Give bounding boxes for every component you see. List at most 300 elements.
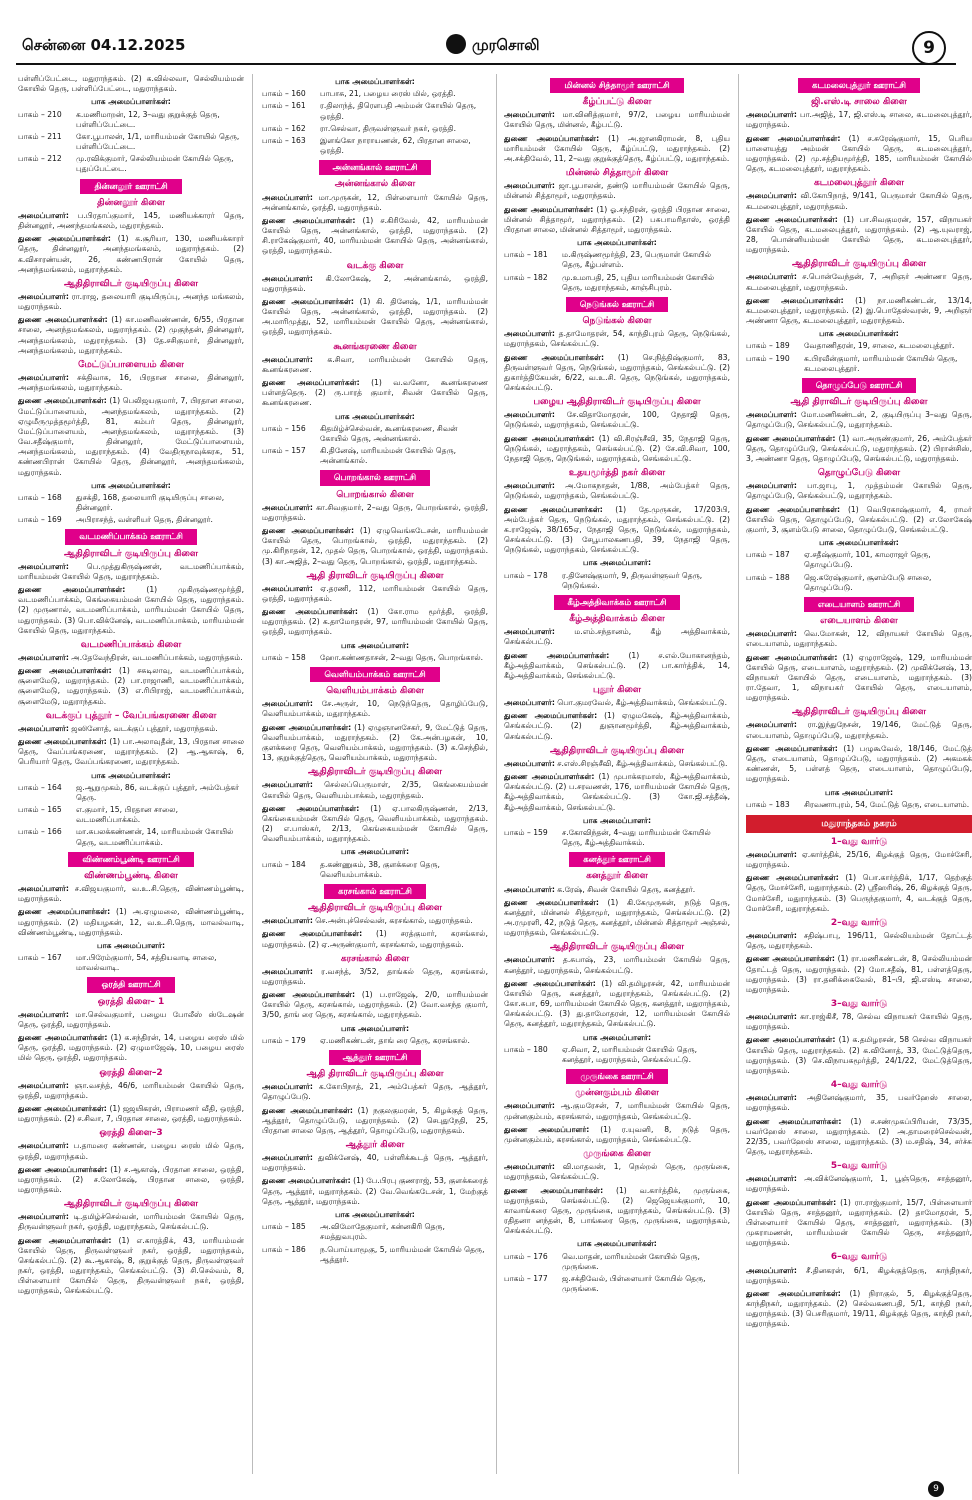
- officer-entry: [18, 737, 244, 768]
- officer-entry: [746, 1198, 972, 1249]
- officer-role-label: துணை அமைப்பாளர்கள்:: [262, 296, 354, 306]
- panchayat-heading: விண்ணம்பூண்டி ஊராட்சி: [68, 852, 193, 867]
- column-divider: [252, 74, 253, 1474]
- branch-heading: மேட்டுப்பாளையம் கிளை: [78, 359, 184, 370]
- officer-entry: [746, 215, 972, 256]
- officer-entry: [262, 274, 488, 294]
- officer-entry: [504, 1186, 730, 1237]
- booth-heading: பாக அமைப்பாளர்கள்:: [335, 411, 415, 421]
- officer-details: சே.விதாமோதரன், 100, நேதாஜி தெரு, நெடுங்கல், மதுராந்தகம், செங்கல்பட்டு.: [504, 410, 730, 430]
- booth-details: ம.கிருஷ்ணமூர்த்தி, 23, பெருமாள் கோயில் தெரு, கீழ்பள்ளம்.: [562, 250, 712, 270]
- officer-entry: [18, 1033, 244, 1064]
- booth-row: [262, 89, 488, 99]
- officer-details: (1) பா.சிவகுமரன், 157, விநாயகர் கோயில் தெரு, கடமலைபுத்தூர், மதுராந்தகம். (2) ஆ.யுவராஜ், 28, பொன்னியம்மன் கோயில் தெரு, கடமலைபுத்தூர், மதுராந்தகம்.: [746, 214, 972, 255]
- branch-heading: தொழுப்பேடு கிளை: [817, 468, 901, 479]
- officer-details: அ.மோகநாதன், 1/88, அம்பேத்கர் தெரு, நெடுங்கல், மதுராந்தகம், செங்கல்பட்டு.: [504, 481, 730, 501]
- officer-details: பா.ஜாபு, 1, முத்தம்மன் கோயில் தெரு, தொழுப்பேடு, செங்கல்பட்டு, மதுராந்தகம்.: [746, 481, 972, 501]
- officer-entry: [18, 1141, 244, 1161]
- booth-number: பாகம் – 158: [262, 652, 306, 662]
- officer-details: மா.வினித்குமார், 97/2, பழைய மாரியம்மன் கோயில் தெரு, மின்னல், கீழ்பட்டு.: [504, 110, 730, 130]
- booth-number: பாகம் – 210: [18, 109, 62, 119]
- officer-role-label: துணை அமைப்பாளர்கள்:: [18, 1235, 112, 1245]
- masthead: [0, 0, 972, 66]
- officer-entry: [504, 181, 730, 201]
- officer-details: பெ.முத்துகிருஷ்ணன், வடமணிப்பாக்கம், மாரியம்மன் கோயில் தெரு, மதுராந்தகம்.: [18, 561, 244, 581]
- booth-details: ஏ.சிவா, 2, மாரியம்மன் கோயில் தெரு, கனத்தூர், மதுராந்தகம், செங்கல்பட்டு.: [562, 1044, 698, 1064]
- officer-entry: [262, 503, 488, 523]
- booth-heading: பாக அமைப்பாளர்கள்:: [91, 97, 171, 107]
- officer-role-label: துணை அமைப்பாளர்கள்:: [746, 1197, 837, 1207]
- officer-role-label: துணை அமைப்பாளர்கள்:: [18, 737, 107, 747]
- branch-heading: 3–வது வார்டு: [830, 999, 888, 1010]
- booth-row: [262, 424, 488, 444]
- officer-details: (1) ச.சுரேஷ்குமார், 15, பெரிய பாளையத்து அம்மன் கோயில் தெரு, கடமலைபுத்தூர், மதுராந்தகம். (2) மு.சத்தியமூர்த்தி, 185, மாரியம்மன் கோயில் தெரு, கடமலைபுத்தூர், மதுராந்தகம்.: [746, 133, 972, 174]
- branch-heading: கீழ்அத்திவாக்கம் கிளை: [569, 614, 665, 625]
- officer-role-label: அமைப்பாளர்:: [504, 410, 555, 420]
- officer-role-label: அமைப்பாளர்:: [504, 181, 555, 191]
- officer-entry: [746, 954, 972, 995]
- booth-heading: பாக அமைப்பாளர்கள்:: [91, 480, 171, 490]
- booth-number: பாகம் – 161: [262, 101, 306, 111]
- branch-heading: 4–வது வார்டு: [830, 1080, 888, 1091]
- booth-details: க.பிரவீன்குமார், மாரியம்மன் கோயில் தெரு, கடமலைபுத்தூர்.: [804, 353, 958, 373]
- booth-row: [262, 1245, 488, 1265]
- officer-details: (1) கா.மணிவண்ணன், 6/55, பிரதான சாலை, அனந்தமங்கலம், மதுராந்தகம். (2) முகுந்தன், தின்னலூர், அனந்தமங்கலம், மதுராந்தகம். (3) தே.சசிகுமார், தின்னலூர், அனந்தமங்கலம், மதுராந்தகம்.: [18, 315, 244, 355]
- booth-details: ச.கோவிந்தன், 4–வது மாரியம்மன் கோயில் தெரு, கீழ்அத்திவாக்கம்.: [562, 827, 711, 848]
- booth-row: [504, 1252, 730, 1272]
- officer-details: (1) ச.எல்.யோகானந்தம், கீழ்அத்திவாக்கம், செங்கல்பட்டு. (2) பா.கார்த்திக், 14, கீழ்அத்திவாக்கம், செங்கல்பட்டு.: [504, 650, 730, 680]
- branch-heading: ஆதிதிராவிடர் குடியிருப்பு கிளை: [64, 1199, 198, 1210]
- officer-role-label: துணை அமைப்பாளர்:: [504, 1124, 590, 1134]
- officer-role-label: துணை அமைப்பாளர்கள்:: [746, 504, 841, 514]
- officer-entry: [504, 1101, 730, 1121]
- officer-role-label: துணை அமைப்பாளர்கள்:: [18, 585, 126, 595]
- officer-role-label: அமைப்பாளர்:: [746, 1174, 797, 1184]
- officer-details: (1) எ.காரத்திக், 43, மாரியம்மன் கோயில் தெரு, திருவள்ளுவர் நகர், ஒரத்தி, மதுராந்தகம், செங்கல்பட்டு. (2) கூ.ஆகாஷ், 8, குறுக்குத் தெரு, திருவள்ளுவர் நகர், ஒரத்தி, மதுராந்தகம், செங்கல்பட்டு. (3) சி.செல்வம், 8, பிள்ளையார் கோயில் தெரு, திருவள்ளுவர் நகர், ஒரத்தி, மதுராந்தகம், செங்கல்பட்டு.: [18, 1235, 244, 1296]
- officer-entry: [746, 744, 972, 785]
- booth-row: [746, 550, 972, 570]
- officer-role-label: துணை அமைப்பாளர்கள்:: [18, 234, 111, 244]
- booth-number: பாகம் – 164: [18, 782, 62, 792]
- booth-heading: பாக அமைப்பாளர்:: [341, 1023, 409, 1033]
- panchayat-heading: முருங்கை ஊராட்சி: [566, 1069, 667, 1084]
- column-2: [262, 74, 488, 1474]
- booth-number: பாகம் – 183: [746, 799, 790, 809]
- branch-heading: கூனங்கரணை கிளை: [333, 341, 417, 352]
- officer-role-label: துணை அமைப்பாளர்கள்:: [504, 650, 610, 660]
- officer-entry: [18, 292, 244, 312]
- booth-heading: பாக அமைப்பாளர்:: [341, 847, 409, 857]
- branch-heading: ஜி.எஸ்.டி சாலை கிளை: [811, 97, 907, 108]
- officer-role-label: அமைப்பாளர்:: [18, 652, 69, 662]
- booth-details: அ.விமோதேகுமார், கன்னகிரி தெரு, சமத்துவபுரம்.: [320, 1222, 445, 1242]
- officer-entry: [18, 666, 244, 707]
- officer-role-label: அமைப்பாளர்:: [18, 1009, 69, 1019]
- officer-entry: [504, 505, 730, 556]
- officer-details: கா.சிவகுமார், 2–வது தெரு, பொறங்கால், ஒரத்தி, மதுராந்தகம்.: [262, 502, 488, 522]
- branch-heading: ஆதி திராவிடர் குடியிருப்பு கிளை: [306, 570, 444, 581]
- officer-details: (1) வி.தமிழரசன், 42, மாரியம்மன் கோயில் தெரு, கனத்தூர், மதுராந்தகம், செங்கல்பட்டு. (2) கோ.சுபா, 69, மாரியம்மன் கோயில் தெரு, கனத்தூர், மதுராந்தகம், செங்கல்பட்டு. (3) து.தாமோதரன், 12, மாரியம்மன் கோயில் தெரு, கனத்தூர், மதுராந்தகம், செங்கல்பட்டு.: [504, 978, 730, 1029]
- officer-entry: [18, 562, 244, 582]
- officer-role-label: அமைப்பாளர்:: [262, 583, 313, 593]
- booth-details: ந.பொய்யாமூகு, 5, மாரியம்மன் கோயில் தெரு, ஆத்தூர்.: [320, 1244, 485, 1264]
- officer-entry: [262, 967, 488, 987]
- booth-number: பாகம் – 185: [262, 1222, 306, 1232]
- officer-details: (1) வி.சிரஞ்சீவி, 35, நேதாஜி தெரு, நெடுங்கல், மதுராந்தகம், செங்கல்பட்டு. (2) சே.வி.சிவா, 100, நேதாஜி தெரு, நெடுங்கல், மதுராந்தகம், செங்கல்பட்டு.: [504, 433, 730, 463]
- officer-entry: [746, 1093, 972, 1113]
- officer-details: (1) நிராகுல், 5, கிழக்குத்தெரு, காந்திநகர், மதுராந்தகம். (2) செல்வகணபதி, 5/1, காந்தி நகர், மதுராந்தகம். (3) பெசரிகுமார், 19/11, கிழக்குத் தெரு, காந்தி நகர், மதுராந்தகம்.: [746, 1288, 972, 1329]
- officer-entry: [262, 723, 488, 764]
- officer-entry: [262, 916, 488, 926]
- branch-heading: பழைய ஆதிதிராவிடர் குடியிருப்பு கிளை: [533, 397, 701, 408]
- officer-details: ச.விஜயகுமார், வ.உ.சி.தெரு, விண்ணம்பூண்டி, மதுராந்தகம்.: [18, 884, 244, 904]
- branch-heading: வடமணிப்பாக்கம் கிளை: [80, 639, 182, 650]
- branch-heading: அன்னங்கால் கிளை: [334, 179, 416, 190]
- officer-entry: [262, 990, 488, 1021]
- officer-details: த.தாமோதரன், 54, காந்திபுரம் தெரு, நெடுங்கல், மதுராந்தகம், செங்கல்பட்டு.: [504, 329, 730, 349]
- officer-details: (1) ஏ.பாலகிருஷ்ணன், 2/13, கெங்கையம்மன் கோயில் தெரு, வெளியம்பாக்கம், மதுராந்தகம். (2) எ.பாஸ்கர், 2/13, கெங்கையம்மன் கோயில் தெரு, வெளியம்பாக்கம், மதுராந்தகம்.: [262, 803, 488, 844]
- officer-entry: [262, 1176, 488, 1207]
- officer-entry: [504, 410, 730, 430]
- officer-details: (1) பொ.கார்த்திக், 1/17, தெற்குத் தெரு, மோச்சேரி, மதுராந்தகம். (2) ஸ்ரீஹரிஷ், 26, கிழக்குத் தெரு, மோச்சேரி, மதுராந்தகம். (3) பெருந்தகுமார், 4, வடக்குத் தெரு, மோச்சேரி, மதுராந்தகம்.: [746, 873, 972, 913]
- booth-number: பாகம் – 165: [18, 805, 62, 815]
- officer-entry: [18, 1104, 244, 1124]
- edition-date: சென்னை 04.12.2025: [22, 36, 186, 54]
- officer-entry: [18, 724, 244, 734]
- booth-number: பாகம் – 160: [262, 89, 306, 99]
- booth-heading: பாக அமைப்பாளர்:: [341, 640, 409, 650]
- officer-entry: [18, 907, 244, 938]
- officer-role-label: அமைப்பாளர்:: [504, 1162, 555, 1172]
- officer-details: (1) ச.சண்முகப்பிரியன், 73/35, பவர்ஹேஸ் சாலை, மதுராந்தகம். (2) அ.தாமரைச்செல்வன், 22/35, பவர்ஹேஸ் சாலை, மதுராந்தகம். (3) ம.சதிஷ், 34, சர்ச்சு தெரு, மதுராந்தகம்.: [746, 1116, 972, 1157]
- booth-details: மா.பிரேம்குமார், 54, சத்தியவாடி சாலை, மாவல்வாடி.: [76, 953, 217, 973]
- officer-role-label: துணை அமைப்பாளர்கள்:: [746, 652, 838, 662]
- panchayat-heading: அன்னங்கால் ஊராட்சி: [319, 160, 432, 175]
- booth-number: பாகம் – 163: [262, 135, 306, 145]
- branch-heading: ஆதிதிராவிடர் குடியிருப்பு கிளை: [550, 745, 684, 756]
- officer-role-label: அமைப்பாளர்:: [18, 210, 69, 220]
- officer-details: ச.பொன்வேந்தன், 7, அறிஞர் அண்ணா தெரு, கடமலைபுத்தூர், மதுராந்தகம்.: [746, 272, 972, 292]
- officer-role-label: அமைப்பாளர்:: [504, 627, 555, 637]
- booth-number: பாகம் – 167: [18, 953, 62, 963]
- officer-entry: [18, 1010, 244, 1030]
- booth-details: அபிராசந்த், வள்ளியர் தெரு, தின்னலூர்.: [76, 515, 213, 525]
- officer-role-label: அமைப்பாளர்:: [18, 1141, 69, 1151]
- officer-details: (1) கி.கேமுருகன், நடுத் தெரு, கனத்தூர், மின்னல் சித்தாமூர், மதுராந்தகம், செங்கல்பட்டு. (2) அ.ரமுரளி, 42, நடுத் தெரு, கனத்தூர், மின்னல் சித்தாமூர் அஞ்சல், மதுராந்தகம், செங்கல்பட்டு.: [504, 897, 730, 938]
- officer-details: துவிக்னேஷ், 40, பள்ளிக்கூடத் தெரு, ஆத்தூர், மதுராந்தகம்.: [262, 1153, 488, 1173]
- officer-role-label: துணை அமைப்பாளர்கள்:: [262, 929, 363, 939]
- officer-details: (1) ஏழுராஜேஷ், 129, மாரியம்மன் கோயில் தெரு, எடையாளம், மதுராந்தகம். (2) முவிக்னேஷ், 13, விநாயகர் கோயில் தெரு, எடையாளம், மதுராந்தகம். (3) ரா.தேவா, 1, விநாயகர் கோயில் தெரு, எடையாளம், மதுராந்தகம்.: [746, 652, 972, 703]
- officer-entry: [504, 955, 730, 975]
- officer-role-label: அமைப்பாளர்:: [18, 373, 69, 382]
- officer-role-label: அமைப்பாளர்:: [262, 966, 313, 976]
- officer-role-label: துணை அமைப்பாளர்கள்:: [746, 133, 841, 143]
- branch-heading: ஒரத்தி கிளை– 1: [97, 996, 165, 1007]
- officer-entry: [504, 759, 730, 769]
- officer-entry: [746, 272, 972, 292]
- officer-role-label: அமைப்பாளர்:: [504, 110, 555, 120]
- officer-role-label: துணை அமைப்பாளர்கள்:: [746, 954, 835, 964]
- booth-number: பாகம் – 186: [262, 1244, 306, 1254]
- officer-role-label: துணை அமைப்பாளர்கள்:: [18, 396, 107, 406]
- officer-role-label: அமைப்பாளர்:: [504, 955, 555, 965]
- officer-details: (1) ச.கிரிவேல், 42, மாரியம்மன் கோயில் தெரு, அன்னங்கால், ஒரத்தி, மதுராந்தகம். (2) சி.ராகேஷ்குமார், 40, மாரியம்மன் கோயில் தெரு, அன்னங்கால், ஒரத்தி, மதுராந்தகம்.: [262, 215, 488, 256]
- paper-logo-icon: [446, 34, 466, 54]
- branch-heading: 6–வது வார்டு: [830, 1252, 888, 1263]
- officer-entry: [504, 110, 730, 130]
- officer-entry: [504, 711, 730, 742]
- town-heading: மதுராந்தகம் நகரம்: [746, 815, 972, 833]
- booth-number: பாகம் – 169: [18, 515, 62, 525]
- officer-role-label: அமைப்பாளர்:: [504, 481, 555, 491]
- branch-heading: ஆதிதிராவிடர் குடியிருப்பு கிளை: [64, 548, 198, 559]
- booth-row: [746, 354, 972, 374]
- officer-role-label: துணை அமைப்பாளர்கள்:: [746, 1035, 836, 1045]
- panchayat-heading: ஒரத்தி ஊராட்சி: [87, 977, 174, 992]
- officer-details: (1) பா.அலாவுதீன், 13, பிரதான சாலை தெரு, வேப்பங்கரணை, மதுராந்தகம். (2) ஆ.ஆகாஷ், 6, பெரியார் தெரு, வேப்பங்கரணை, மதுராந்தகம்.: [18, 737, 244, 767]
- officer-role-label: அமைப்பாளர்:: [746, 410, 797, 420]
- booth-details: ஜெ.கரேஷ்குமார், சூளம்பேடு சாலை, தொழுப்பேடு.: [804, 572, 932, 592]
- booth-number: பாகம் – 177: [504, 1273, 548, 1283]
- branch-heading: விண்ணம்பூண்டி கிளை: [84, 871, 178, 881]
- officer-role-label: அமைப்பாளர்:: [746, 931, 797, 941]
- branch-heading: ஆதிதிராவிடர் குடியிருப்பு கிளை: [308, 767, 442, 778]
- booth-heading: பாக அமைப்பாளர்கள்:: [819, 329, 899, 339]
- branch-heading: கரசங்கால் கிளை: [340, 953, 410, 964]
- officer-details: (1) ர.யுவனி, 8, நடுத் தெரு, முன்னகும்பம், கரசங்கால், மதுராந்தகம், செங்கல்பட்டு.: [504, 1124, 730, 1144]
- officer-role-label: துணை அமைப்பாளர்கள்:: [18, 907, 111, 917]
- header-rule: [16, 63, 956, 65]
- officer-entry: [18, 585, 244, 636]
- booth-details: கோ.பூபாலன், 1/1, மாரியம்மன் கோயில் தெரு, பள்ளிப்பேட்டை.: [76, 131, 240, 152]
- branch-heading: ஆதிதிராவிடர் குடியிருப்பு கிளை: [64, 278, 198, 289]
- booth-row: [504, 828, 730, 848]
- booth-details: ர.திலாந்த், திரௌபதி அம்மன் கோயில் தெரு, ஒரத்தி.: [320, 101, 477, 121]
- officer-details: (1) நகுலகுமரன், 5, கிழக்குத் தெரு, ஆத்தூர், தொழுப்பேடு, மதுராந்தகம். (2) செபுதுநேதி, 25, பிரதான சாலை தெரு, ஆத்தூர், தொழுப்பேடு, மதுராந்தகம்.: [262, 1105, 488, 1135]
- booth-row: [18, 132, 244, 152]
- footer-page-number: 9: [928, 1481, 944, 1497]
- booth-row: [18, 783, 244, 803]
- officer-entry: [504, 434, 730, 465]
- branch-heading: ஆதி திராவிடர் குடியிருப்பு கிளை: [790, 397, 928, 408]
- officer-details: கி.லோகேஷ், 2, அன்னங்கால், ஒரத்தி, மதுராந்தகம்.: [262, 273, 488, 293]
- branch-heading: 5–வது வார்டு: [830, 1161, 888, 1172]
- panchayat-heading: எடையாளம் ஊராட்சி: [804, 597, 914, 612]
- officer-entry: [504, 1125, 730, 1145]
- officer-details: ப.பிரதாப்குமார், 145, மணியக்காரர் தெரு, தின்னலூர், அணந்தமங்கலம், மதுராந்தகம்.: [18, 210, 244, 231]
- officer-details: பா.அஜித், 17, ஜி.எஸ்.டி சாலை, கடமலைபுத்தூர், மதுராந்தகம்.: [746, 110, 972, 130]
- booth-row: [18, 953, 244, 973]
- officer-details: டி.தமிழ்ச்செல்வன், மாரியம்மன் கோயில் தெரு, திருவள்ளுவர் நகர், ஒரத்தி, மதுராந்தகம், செங்கல்பட்டு.: [18, 1212, 244, 1232]
- officer-entry: [18, 234, 244, 275]
- officer-role-label: அமைப்பாளர்:: [746, 1012, 797, 1022]
- officer-details: சக்திவாசு, 16, பிரதான சாலை, தின்னலூர், அனந்தமங்கலம், மதுராந்தகம்.: [18, 373, 244, 393]
- officer-details: (1) க.தமிழரசன், 58 செல்வ விநாயகர் கோயில் தெரு, மதுராந்தகம். (2) க.வினோத், 33, மேட்டுத்தெரு, மதுராந்தகம். (3) செ.விநாயகமூர்த்தி, 24/1/22, மேட்டுத்தெரு, மதுராந்தகம்.: [746, 1035, 972, 1075]
- officer-details: க.கோபிநாத், 21, அம்பேத்கர் தெரு, ஆத்தூர், தொழுப்பேடு.: [262, 1082, 488, 1102]
- officer-details: (1) ஓ.சந்திரன், ஒரத்தி பிரதான சாலை, மின்னல் சித்தாமூர், மதுராந்தகம். (2) பசுபாமரிதாஸ், ஒரத்தி பிரதான சாலை, மின்னல் சித்தாமூர், மதுராந்தகம்.: [504, 204, 730, 234]
- officer-role-label: அமைப்பாளர்:: [746, 720, 797, 730]
- branch-heading: கனத்தூர் கிளை: [586, 871, 648, 882]
- officer-details: (1) முகிருஷ்ணமூர்த்தி, வடமணிப்பாக்கம், கெங்கையம்மன் கோயில் தெரு, மதுராந்தகம். (2) முருணால், வடமணிப்பாக்கம், மாரியம்மன் கோயில் தெரு, மதுராந்தகம். (3) பொ.விக்னேஷ், வடமணிப்பாக்கம், மாரியம்மன் கோயில் தெரு, மதுராந்தகம்.: [18, 585, 244, 635]
- panchayat-heading: கனத்தூர் ஊராட்சி: [569, 852, 665, 867]
- officer-entry: [504, 134, 730, 165]
- branch-heading: வெளியம்பாக்கம் கிளை: [326, 686, 424, 697]
- officer-entry: [504, 353, 730, 394]
- booth-row: [262, 124, 488, 134]
- officer-entry: [504, 885, 730, 895]
- officer-details: மோ.மணிகண்டன், 2, குடியிருப்பு 3–வது தெரு, தொழுப்பேடு, செங்கல்பட்டு, மதுராந்தகம்.: [746, 410, 972, 430]
- booth-details: கி.தினேஷ், மாரியம்மன் கோயில் தெரு, அன்னங்கால்.: [320, 446, 457, 466]
- booth-details: ஜ.ஆறுமுகம், 86, வடக்குப் புத்தூர், அம்பேத்கர் தெரு.: [76, 782, 240, 802]
- branch-heading: ஆதி திராவிடர் குடியிருப்பு கிளை: [306, 1069, 444, 1080]
- officer-role-label: அமைப்பாளர்:: [18, 561, 69, 571]
- officer-details: பொ.குமரவேல், கீழ்அத்திவாக்கம், செங்கல்பட்டு.: [557, 698, 728, 708]
- column-3: [504, 74, 730, 1474]
- officer-role-label: துணை அமைப்பாளர்கள்:: [262, 803, 360, 813]
- officer-entry: [18, 653, 244, 663]
- officer-entry: [504, 698, 730, 708]
- officer-details: (1) ப.ராஜேஷ், 2/0, மாரியம்மன் கோயில் தெரு, கரசங்கால், மதுராந்தகம். (2) வோ.வசந்த குமார், 3/50, தாங் ரை தெரு, கரசங்கால், மதுராந்தகம்.: [262, 990, 488, 1020]
- booth-details: ஏ.சதீஷ்குமார், 101, காமராஜர் தெரு, தொழுப்பேடு.: [804, 550, 931, 570]
- branch-heading: வடக்குப் புத்தூர் – வேப்பங்கரணை கிளை: [45, 710, 217, 721]
- booth-number: பாகம் – 159: [504, 827, 548, 837]
- officer-details: (1) வ.வனோ, கூனங்கரணை பள்ளத்தெரு. (2) ரு.பாரத் குமார், சிவன் கோயில் தெரு, கூனங்கரணை.: [262, 378, 488, 408]
- officer-entry: [746, 481, 972, 501]
- booth-heading: பாக அமைப்பாளர்கள்:: [577, 238, 657, 248]
- officer-entry: [746, 1266, 972, 1286]
- booth-details: ஹோ.கண்ணதாசன், 2–வது தெரு, பொறங்கால்.: [320, 652, 484, 662]
- officer-entry: [746, 1012, 972, 1032]
- officer-details: (1) பே.பிரபு குணராஜ், 53, குளக்கரைத் தெரு, ஆத்தூர், மதுராந்தகம். (2) வே.வெங்கடேசன், 1, மேற்குத் தெரு, ஆத்தூர், மதுராந்தகம்.: [262, 1176, 488, 1206]
- officer-role-label: துணை அமைப்பாளர்கள்:: [746, 295, 844, 305]
- booth-details: ஏ.மணிகண்டன், தாங் ரை தெரு, கரசங்கால்.: [320, 1035, 470, 1045]
- officer-entry: [504, 627, 730, 647]
- booth-number: பாகம் – 181: [504, 250, 548, 260]
- booth-number: பாகம் – 211: [18, 131, 62, 141]
- officer-role-label: துணை அமைப்பாளர்கள்:: [746, 1288, 841, 1298]
- officer-role-label: துணை அமைப்பாளர்கள்:: [262, 722, 352, 732]
- branch-heading: ஒரத்தி கிளை–3: [99, 1128, 163, 1139]
- branch-heading: புதூர் கிளை: [592, 685, 642, 696]
- officer-entry: [262, 297, 488, 338]
- officer-entry: [262, 216, 488, 257]
- officer-role-label: அமைப்பாளர்:: [262, 502, 313, 512]
- officer-entry: [504, 979, 730, 1030]
- branch-heading: தின்னலூர் கிளை: [97, 197, 165, 208]
- booth-heading: பாக அமைப்பாளர்கள்:: [819, 538, 899, 548]
- officer-role-label: அமைப்பாளர்:: [18, 1080, 69, 1090]
- booth-number: பாகம் – 162: [262, 123, 306, 133]
- officer-details: (1) ரா.ராஜ்குமார், 15/7, பிள்ளையார் கோயில் தெரு, சாத்தனூர், மதுராந்தகம். (2) தாமோதரன், 5, பிள்ளையார் கோயில் தெரு, சாத்தனூர், மதுராந்தகம். (3) முகராமணன், மாரியம்மன் கோயில் தெரு, சாத்தனூர், மதுராந்தகம்.: [746, 1197, 972, 1248]
- officer-details: (1) ஏழுவெங்கடேசன், மாரியம்மன் கோயில் தெரு, பொறங்கால், ஒரத்தி, மதுராந்தகம். (2) மு.கிரிநாதன், 12, முதல் தெரு, பொறங்கால், ஒரத்தி, மதுராந்தகம். (3) கா.அஜித், 2–வது தெரு, பொறங்கால், ஒரத்தி, மதுராந்தகம்.: [262, 526, 488, 566]
- officer-role-label: துணை அமைப்பாளர்கள்:: [18, 1033, 108, 1043]
- officer-details: அ.விக்னேஷ்குமார், 1, பூஞ்தெரு, சாத்தனூர், மதுராந்தகம்.: [746, 1174, 972, 1194]
- panchayat-heading: மின்னல் சித்தாமூர் ஊராட்சி: [550, 78, 683, 93]
- officer-role-label: அமைப்பாளர்:: [262, 699, 313, 709]
- officer-role-label: அமைப்பாளர்:: [746, 1265, 797, 1275]
- panchayat-heading: வெளியம்பாக்கம் ஊராட்சி: [310, 667, 439, 682]
- officer-details: த.சுபாஷ், 23, மாரியம்மன் கோயில் தெரு, கனத்தூர், மதுராந்தகம், செங்கல்பட்டு.: [504, 955, 730, 975]
- officer-entry: [262, 1153, 488, 1173]
- officer-entry: [746, 1289, 972, 1330]
- officer-details: (1) சரத்குமார், கரசங்கால், மதுராந்தகம். (2) ஏ.அருண்குமார், கரசங்கால், மதுராந்தகம்.: [262, 929, 488, 949]
- booth-details: மு.ரவிக்குமார், செல்லியம்மன் கோயில் தெரு, புதுப்பேட்டை.: [76, 154, 234, 174]
- officer-role-label: துணை அமைப்பாளர்கள்:: [18, 1164, 108, 1174]
- booth-row: [746, 341, 972, 351]
- officer-role-label: அமைப்பாளர்:: [262, 1082, 313, 1092]
- officer-entry: [746, 110, 972, 130]
- officer-details: (1) நா.மணிகண்டன், 13/14, கடமலைபுத்தூர், மதுராந்தகம். (2) இ.பொதேஸ்வரன், 9, அறிஞர் அண்ணா தெரு, கடமலைபுத்தூர், மதுராந்தகம்.: [746, 295, 972, 326]
- panchayat-heading: ஆத்தூர் ஊராட்சி: [329, 1050, 422, 1065]
- officer-details: ம.எம்.சந்தானம், கீழ் அத்திவாக்கம், செங்கல்பட்டு.: [504, 627, 730, 647]
- officer-details: மா.செல்வகுமார், பழைய போலீஸ் ஸ்டேஷன் தெரு, ஒரத்தி, மதுராந்தகம்.: [18, 1009, 244, 1029]
- officer-details: ஏ.கார்த்திக், 25/16, கிழக்குத் தெரு, மோச்சேரி, மதுராந்தகம்.: [746, 849, 972, 870]
- booth-row: [262, 136, 488, 156]
- officer-role-label: அமைப்பாளர்:: [504, 1101, 555, 1111]
- officer-details: அ.தேவேந்திரன், வடமணிப்பாக்கம், மதுராந்தகம்.: [71, 652, 243, 662]
- officer-details: ஏ.தரணி, 112, மாரியம்மன் கோயில் தெரு, ஒரத்தி, மதுராந்தகம்.: [262, 583, 488, 603]
- booth-details: கிதமிழ்ச்செல்வன், கூனங்கரணை, சிவன் கோயில் தெரு, அன்னங்கால்.: [320, 423, 458, 443]
- booth-details: எ.குமார், 15, பிரதான சாலை, வடமணிப்பாக்கம்.: [76, 805, 179, 825]
- booth-number: பாகம் – 189: [746, 341, 790, 351]
- officer-details: அதினேஷ்குமார், 35, பவர்ஹேஸ் சாலை, மதுராந்தகம்.: [746, 1093, 972, 1113]
- booth-number: பாகம் – 179: [262, 1035, 306, 1045]
- officer-entry: [262, 1106, 488, 1137]
- officer-details: ப.தாமரை கண்ணன், பழைய ரைஸ் மில் தெரு, ஒரத்தி, மதுராந்தகம்.: [18, 1141, 244, 1161]
- officer-entry: [262, 193, 488, 213]
- officer-entry: [746, 134, 972, 175]
- officer-role-label: அமைப்பாளர்:: [262, 192, 313, 202]
- booth-row: [18, 154, 244, 174]
- officer-details: ஆ.குமரேசன், 7, மாரியம்மன் கோயில் தெரு, முன்னகும்பம், கரசங்கால், மதுராந்தகம், செங்கல்பட்டு.: [504, 1101, 730, 1121]
- booth-number: பாகம் – 187: [746, 550, 790, 560]
- booth-number: பாகம் – 176: [504, 1251, 548, 1261]
- officer-details: ஜா.பூபாலன், தண்டு மாரியம்மன் கோயில் தெரு, மின்னல் சித்தாமூர், மதுராந்தகம்.: [504, 181, 730, 201]
- officer-role-label: அமைப்பாளர்:: [504, 884, 555, 894]
- officer-entry: [262, 929, 488, 949]
- booth-row: [18, 493, 244, 513]
- booth-heading: பாக அமைப்பாளர்:: [825, 787, 893, 797]
- booth-row: [262, 446, 488, 466]
- column-divider: [738, 74, 739, 1474]
- continued-text: பள்ளிப்பேட்டை, மதுராந்தகம். (2) க.வில்லவா, செல்லியம்மன் கோயில் தெரு, பள்ளிப்பேட்டை, மதுராந்தகம்.: [18, 74, 244, 94]
- officer-details: (1) கி. தினேஷ், 1/1, மாரியம்மன் கோயில் தெரு, அன்னங்கால், ஒரத்தி, மதுராந்தகம். (2) அ.மாரிமுத்து, 52, மாரியம்மன் கோயில் தெரு, அன்னங்கால், ஒரத்தி, மதுராந்தகம்.: [262, 296, 488, 337]
- branch-heading: ஆதிதிராவிடர் குடியிருப்பு கிளை: [308, 903, 442, 914]
- officer-entry: [18, 1236, 244, 1297]
- officer-role-label: அமைப்பாளர்:: [262, 273, 313, 283]
- booth-details: மு.உமாபதி, 25, புதிய மாரியம்மன் கோயில் தெரு, மதுராந்தகம், காஞ்சிபுரம்.: [562, 272, 715, 292]
- column-divider: [496, 74, 497, 1474]
- officer-entry: [504, 329, 730, 349]
- booth-number: பாகம் – 212: [18, 154, 62, 164]
- officer-role-label: துணை அமைப்பாளர்கள்:: [504, 133, 600, 143]
- officer-entry: [18, 315, 244, 356]
- officer-role-label: அமைப்பாளர்:: [504, 758, 555, 768]
- booth-heading: பாக அமைப்பாளர்:: [583, 815, 651, 825]
- officer-entry: [262, 780, 488, 800]
- booth-details: வேதாணிதரன், 19, சாலை, கடமலைபுத்தூர்.: [804, 341, 955, 351]
- branch-heading: வடக்கு கிளை: [346, 260, 404, 271]
- officer-entry: [746, 931, 972, 951]
- officer-role-label: துணை அமைப்பாளர்கள்:: [262, 990, 356, 1000]
- officer-entry: [262, 378, 488, 409]
- branch-heading: எடையாளம் கிளை: [820, 616, 898, 627]
- officer-details: ரா.ராஜ, தலையாரி குடியிருப்பு, அனந்த மங்கலம், மதுராந்தகம்.: [18, 291, 244, 312]
- officer-role-label: அமைப்பாளர்:: [262, 354, 313, 364]
- booth-row: [504, 571, 730, 591]
- officer-role-label: துணை அமைப்பாளர்கள்:: [504, 204, 594, 214]
- booth-row: [504, 250, 730, 270]
